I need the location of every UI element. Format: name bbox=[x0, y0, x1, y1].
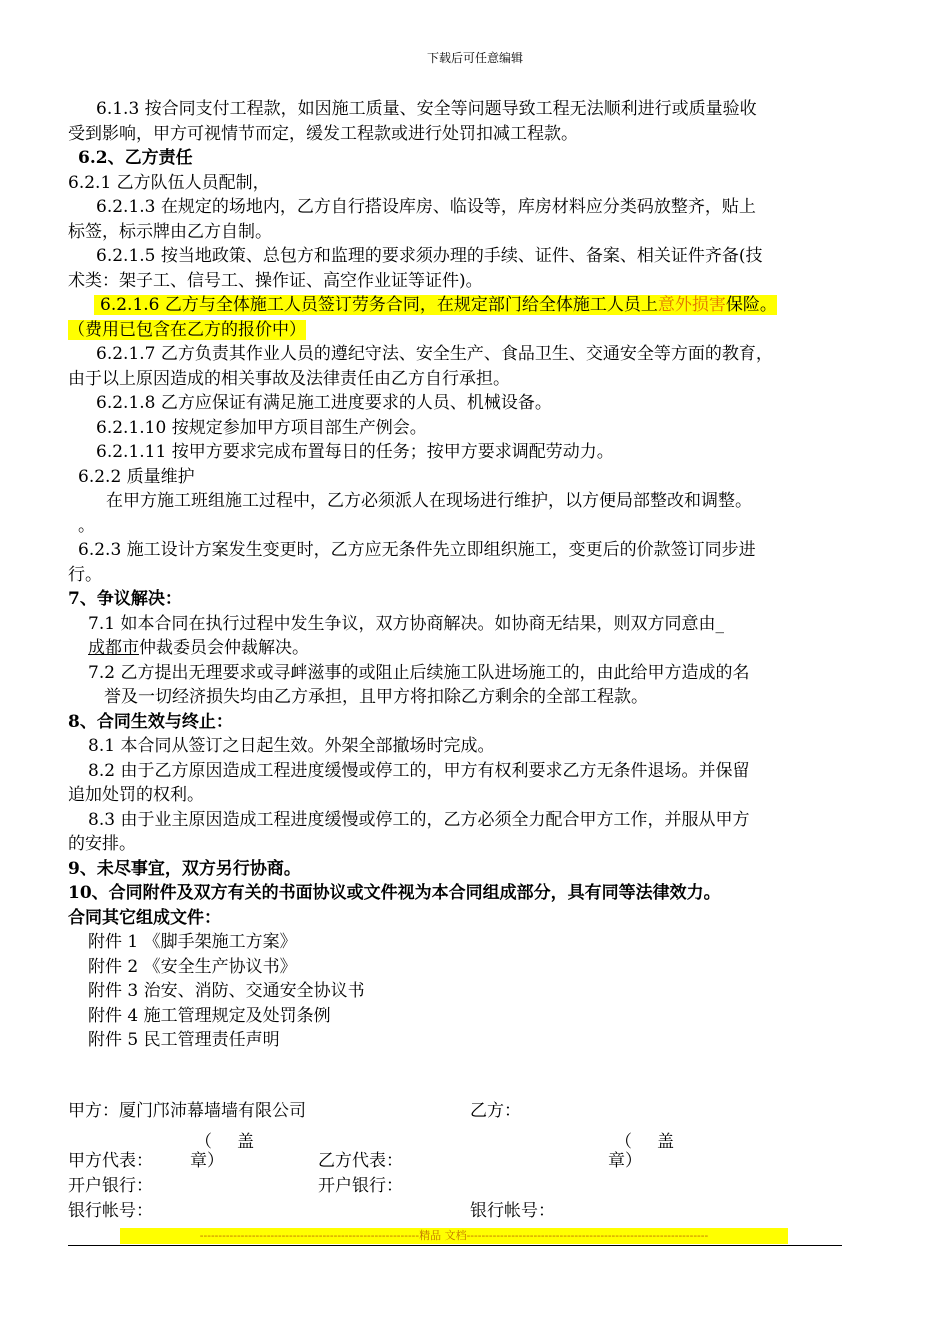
clause-6-2-3-cont: 行。 bbox=[68, 564, 102, 585]
clause-6-2-1-3: 6.2.1.3 在规定的场地内，乙方自行搭设库房、临设等，库房材料应分类码放整齐，贴上 bbox=[96, 197, 756, 217]
clause-6-2-1-11: 6.2.1.11 按甲方要求完成布置每日的任务；按甲方要求调配劳动力。 bbox=[96, 442, 614, 462]
section-10-heading: 10、合同附件及双方有关的书面协议或文件视为本合同组成部分，具有同等法律效力。 bbox=[68, 883, 721, 903]
party-a-account: 银行帐号： bbox=[68, 1201, 153, 1221]
clause-6-2-2-mark: 。 bbox=[78, 515, 95, 536]
clause-7-1-cont bbox=[68, 636, 843, 661]
accident-insurance-term: 意外损害 bbox=[657, 295, 726, 315]
clause-6-2-1-3-cont: 标签，标示牌由乙方自制。 bbox=[68, 221, 272, 242]
clause-6-2-1-7: 6.2.1.7 乙方负责其作业人员的遵纪守法、安全生产、食品卫生、交通安全等方面的教育， bbox=[96, 344, 773, 364]
section-7-heading: 7、争议解决： bbox=[68, 589, 182, 609]
clause-7-1-rest: 仲裁委员会仲裁解决。 bbox=[139, 638, 309, 658]
party-a-representative: 甲方代表： bbox=[68, 1151, 153, 1171]
clause-6-2-1-6-cont bbox=[68, 318, 843, 343]
party-b-bank: 开户银行： bbox=[318, 1176, 403, 1196]
clause-6-2-3: 6.2.3 施工设计方案发生变更时，乙方应无条件先立即组织施工，变更后的价款签订同步进 bbox=[78, 540, 756, 560]
clause-6-2-1: 6.2.1 乙方队伍人员配制， bbox=[68, 172, 270, 193]
clause-6-2-1-8: 6.2.1.8 乙方应保证有满足施工进度要求的人员、机械设备。 bbox=[96, 393, 552, 413]
attachment-5: 附件 5 民工管理责任声明 bbox=[88, 1030, 280, 1050]
page-header: 下载后可任意编辑 bbox=[426, 51, 523, 65]
attachment-1: 附件 1 《脚手架施工方案》 bbox=[88, 932, 297, 952]
attachment-3: 附件 3 治安、消防、交通安全协议书 bbox=[88, 981, 365, 1001]
party-b-account: 银行帐号： bbox=[470, 1201, 555, 1221]
contract-body bbox=[68, 97, 843, 1053]
footer-rule bbox=[68, 1245, 842, 1246]
attachment-2: 附件 2 《安全生产协议书》 bbox=[88, 956, 297, 977]
stamp-a-open: （ bbox=[195, 1132, 212, 1152]
clause-8-2-cont: 追加处罚的权利。 bbox=[68, 785, 204, 805]
fee-included-note: （费用已包含在乙方的报价中） bbox=[68, 319, 306, 340]
clause-8-3: 8.3 由于业主原因造成工程进度缓慢或停工的，乙方必须全力配合甲方工作，并服从甲方 bbox=[88, 809, 750, 830]
party-a-name: 甲方：厦门邝沛幕墙墙有限公司 bbox=[68, 1101, 306, 1121]
other-documents-heading: 合同其它组成文件： bbox=[68, 907, 221, 928]
party-a-bank: 开户银行： bbox=[68, 1176, 153, 1196]
clause-6-2-2-text: 在甲方施工班组施工过程中，乙方必须派人在现场进行维护，以方便局部整改和调整。 bbox=[106, 491, 752, 511]
section-6-2-heading: 6.2、乙方责任 bbox=[78, 148, 193, 168]
clause-6-2-1-6 bbox=[68, 293, 843, 318]
clause-6-2-1-7-cont: 由于以上原因造成的相关事故及法律责任由乙方自行承担。 bbox=[68, 368, 510, 389]
footer-banner bbox=[120, 1228, 788, 1244]
attachment-4: 附件 4 施工管理规定及处罚条例 bbox=[88, 1005, 331, 1026]
clause-6-1-3-cont: 受到影响，甲方可视情节而定，缓发工程款或进行处罚扣减工程款。 bbox=[68, 123, 578, 144]
footer-dashes-left: ----------------------------------------------------------- bbox=[199, 1229, 420, 1242]
arbitration-city: 成都市 bbox=[88, 638, 139, 658]
stamp-b-zhang: 章） bbox=[608, 1151, 642, 1171]
clause-8-3-cont: 的安排。 bbox=[68, 834, 136, 854]
clause-6-2-1-5: 6.2.1.5 按当地政策、总包方和监理的要求须办理的手续、证件、备案、相关证件齐备(技 bbox=[96, 246, 763, 266]
party-b-representative: 乙方代表： bbox=[318, 1151, 403, 1171]
section-8-heading: 8、合同生效与终止： bbox=[68, 711, 233, 732]
clause-6-1-3: 6.1.3 按合同支付工程款，如因施工质量、安全等问题导致工程无法顺利进行或质量验收 bbox=[96, 99, 757, 119]
stamp-b-open: （ bbox=[615, 1132, 632, 1152]
clause-7-2-cont: 誉及一切经济损失均由乙方承担，且甲方将扣除乙方剩余的全部工程款。 bbox=[104, 687, 648, 707]
stamp-a-gai: 盖 bbox=[237, 1132, 254, 1152]
clause-6-2-1-5-cont: 术类：架子工、信号工、操作证、高空作业证等证件)。 bbox=[68, 270, 483, 291]
section-9-heading: 9、未尽事宜，双方另行协商。 bbox=[68, 858, 301, 879]
stamp-b-gai: 盖 bbox=[657, 1132, 674, 1152]
clause-6-2-1-6-text: 6.2.1.6 乙方与全体施工人员签订劳务合同，在规定部门给全体施工人员上 bbox=[100, 295, 658, 315]
clause-8-2: 8.2 由于乙方原因造成工程进度缓慢或停工的，甲方有权利要求乙方无条件退场。并保留 bbox=[88, 760, 750, 781]
clause-6-2-1-6-end: 保险。 bbox=[725, 295, 777, 315]
clause-8-1: 8.1 本合同从签订之日起生效。外架全部撤场时完成。 bbox=[88, 736, 495, 756]
stamp-a-zhang: 章） bbox=[190, 1151, 224, 1171]
clause-7-2: 7.2 乙方提出无理要求或寻衅滋事的或阻止后续施工队进场施工的，由此给甲方造成的名 bbox=[88, 662, 750, 683]
footer-label: 精品 文档 bbox=[419, 1229, 467, 1242]
clause-6-2-2: 6.2.2 质量维护 bbox=[78, 466, 195, 487]
clause-6-2-1-10: 6.2.1.10 按规定参加甲方项目部生产例会。 bbox=[96, 417, 427, 438]
footer-dashes-right: ----------------------------------------------------------------- bbox=[466, 1229, 709, 1242]
clause-7-1: 7.1 如本合同在执行过程中发生争议，双方协商解决。如协商无结果，则双方同意由_ bbox=[88, 613, 724, 634]
party-b-name: 乙方： bbox=[470, 1101, 521, 1121]
